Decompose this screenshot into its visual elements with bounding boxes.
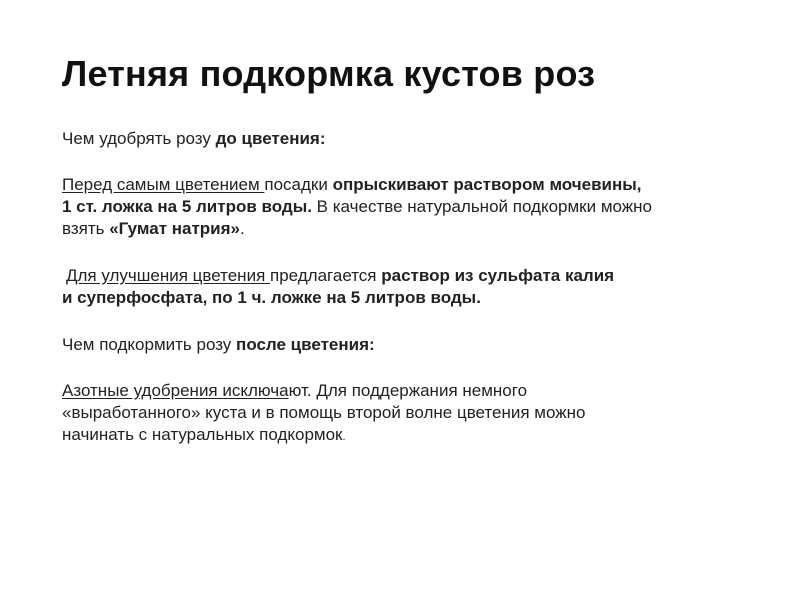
bold-fragment: и суперфосфата, по 1 ч. ложке на 5 литров воды. (62, 288, 481, 307)
underlined-phrase: Для улучшения цветения (66, 266, 270, 285)
before-heading-bold: до цветения: (215, 129, 326, 148)
before-flowering-heading (62, 128, 762, 150)
spacer (62, 309, 762, 334)
spacer (62, 240, 762, 265)
text-fragment: В качестве натуральной подкормки можно (311, 197, 653, 216)
text-fragment: предлагается (270, 266, 382, 285)
text-fragment: начинать с натуральных подкормок (62, 425, 343, 444)
text-fragment: посадки (264, 175, 333, 194)
paragraph-before-flowering (62, 174, 762, 240)
before-heading-text: Чем удобрять розу (62, 129, 216, 148)
text-fragment: «выработанного» куста и в помощь второй волне цветения можно (62, 403, 586, 422)
paragraph-flowering-improvement-cont (62, 287, 762, 309)
text-fragment: . (240, 219, 245, 238)
underlined-phrase: Перед самым цветением (62, 175, 265, 194)
slide-content (62, 128, 762, 448)
paragraph-after-flowering (62, 380, 762, 448)
bold-fragment: 1 ст. ложка на 5 литров воды. (62, 197, 312, 216)
tiny-dot: . (342, 431, 346, 443)
after-heading-text: Чем подкормить розу (62, 335, 237, 354)
spacer (62, 150, 762, 174)
spacer (62, 356, 762, 380)
after-heading-bold: после цветения: (236, 335, 375, 354)
text-fragment: взять (62, 219, 110, 238)
paragraph-flowering-improvement (62, 265, 762, 287)
slide-title: Летняя подкормка кустов роз (62, 53, 596, 94)
bold-fragment: опрыскивают раствором мочевины, (332, 175, 642, 194)
bold-fragment: «Гумат натрия» (109, 219, 241, 238)
after-flowering-heading (62, 334, 762, 356)
underlined-phrase: Азотные удобрения исключа (62, 381, 289, 400)
bold-fragment: раствор из сульфата калия (381, 266, 615, 285)
text-fragment: ют. Для поддержания немного (288, 381, 528, 400)
